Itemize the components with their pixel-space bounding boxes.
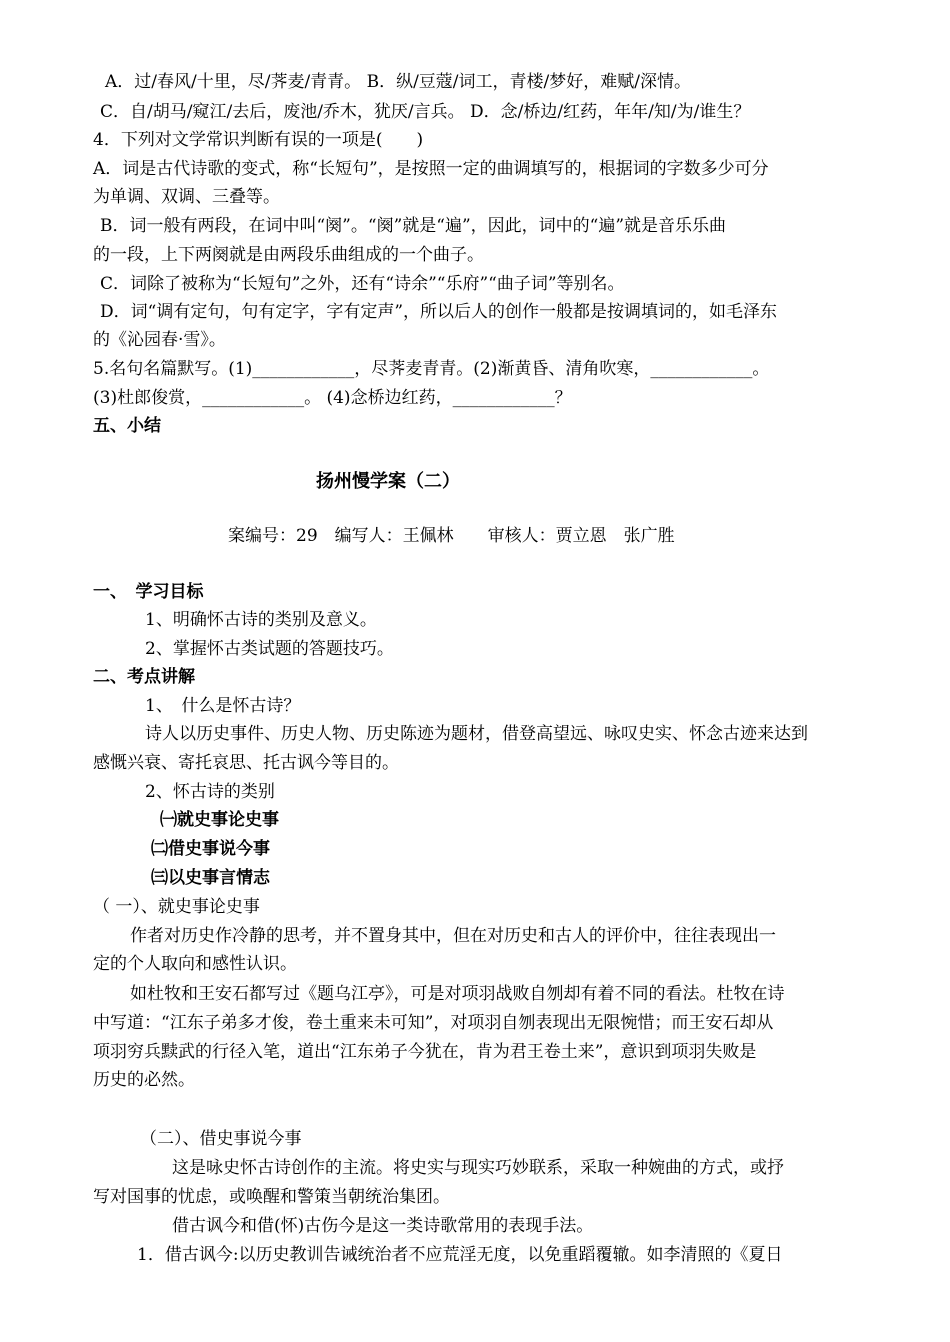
q4-option-d-line2: 的《沁园春·雪》。 [93, 330, 226, 350]
section-summary-heading: 五、小结 [93, 416, 161, 436]
q4-option-a-line1: A．词是古代诗歌的变式，称“长短句”，是按照一定的曲调填写的，根据词的字数多少可分 [93, 159, 769, 179]
subsection-2-para2: 借古讽今和借(怀)古伤今是这一类诗歌常用的表现手法。 [172, 1216, 594, 1236]
learning-goals-heading: 一、 学习目标 [93, 582, 204, 602]
subsection-1-para2b: 中写道：“江东子弟多才俊，卷土重来未可知”，对项羽自刎表现出无限惋惜；而王安石却从 [93, 1013, 774, 1033]
q5-line2: (3)杜郎俊赏，____________。 (4)念桥边红药，____________？ [93, 388, 572, 408]
category-2: ㈡借史事说今事 [151, 839, 270, 859]
learning-goal-2: 2、掌握怀古类试题的答题技巧。 [145, 639, 394, 659]
key-point-answer-1b: 感慨兴衰、寄托哀思、托古讽今等目的。 [93, 753, 399, 773]
subsection-1-para2c: 项羽穷兵黩武的行径入笔，道出“江东弟子今犹在，肯为君王卷土来”，意识到项羽失败是 [93, 1042, 757, 1062]
q4-option-b-line1: B．词一般有两段，在词中叫“阕”。“阕”就是“遍”，因此，词中的“遍”就是音乐乐曲 [100, 216, 727, 236]
subsection-1-para2d: 历史的必然。 [93, 1070, 195, 1090]
doc-title: 扬州慢学案（二） [316, 471, 460, 492]
q4-option-c: C．词除了被称为“长短句”之外，还有“诗余”“乐府”“曲子词”等别名。 [100, 274, 625, 294]
subsection-1-para2a: 如杜牧和王安石都写过《题乌江亭》，可是对项羽战败自刎却有着不同的看法。杜牧在诗 [130, 984, 785, 1004]
subsection-1-para1b: 定的个人取向和感性认识。 [93, 954, 297, 974]
subsection-1-heading: （ 一）、就史事论史事 [93, 897, 260, 917]
subsection-2-para3: 1．借古讽今:以历史教训告诫统治者不应荒淫无度，以免重蹈覆辙。如李清照的《夏日 [137, 1245, 783, 1265]
subsection-1-para1a: 作者对历史作冷静的思考，并不置身其中，但在对历史和古人的评价中，往往表现出一 [130, 926, 776, 946]
key-points-heading: 二、考点讲解 [93, 667, 195, 687]
q3-options-cd: C．自/胡马/窥江/去后，废池/乔木，犹厌/言兵。 D．念/桥边/红药，年年/知/为/谁生？ [100, 102, 751, 122]
q3-options-ab: A．过/春风/十里，尽/荠麦/青青。 B．纵/豆蔻/词工，青楼/梦好，难赋/深情。 [105, 72, 691, 92]
q4-option-a-line2: 为单调、双调、三叠等。 [93, 187, 280, 207]
q4-option-b-line2: 的一段，上下两阕就是由两段乐曲组成的一个曲子。 [93, 245, 484, 265]
category-1: ㈠就史事论史事 [160, 810, 279, 830]
learning-goal-1: 1、明确怀古诗的类别及意义。 [145, 610, 377, 630]
q5-line1: 5.名句名篇默写。(1)____________，尽荠麦青青。(2)渐黄昏、清角吹寒，____________。 [93, 359, 770, 379]
key-point-answer-1a: 诗人以历史事件、历史人物、历史陈迹为题材，借登高望远、咏叹史实、怀念古迹来达到 [145, 724, 808, 744]
q4-option-d-line1: D．词“调有定句，句有定字，字有定声”，所以后人的创作一般都是按调填词的，如毛泽东 [100, 302, 778, 322]
category-3: ㈢以史事言情志 [151, 868, 270, 888]
key-point-question-1: 1、 什么是怀古诗？ [145, 696, 301, 716]
doc-meta: 案编号：29 编写人：王佩林 审核人：贾立恩 张广胜 [228, 526, 675, 546]
q4-stem: 4．下列对文学常识判断有误的一项是( ) [93, 130, 424, 150]
key-point-question-2: 2、怀古诗的类别 [145, 782, 275, 802]
subsection-2-para1a: 这是咏史怀古诗创作的主流。将史实与现实巧妙联系，采取一种婉曲的方式，或抒 [172, 1158, 784, 1178]
subsection-2-heading: （二）、借史事说今事 [140, 1129, 302, 1149]
subsection-2-para1b: 写对国事的忧虑，或唤醒和警策当朝统治集团。 [93, 1187, 450, 1207]
